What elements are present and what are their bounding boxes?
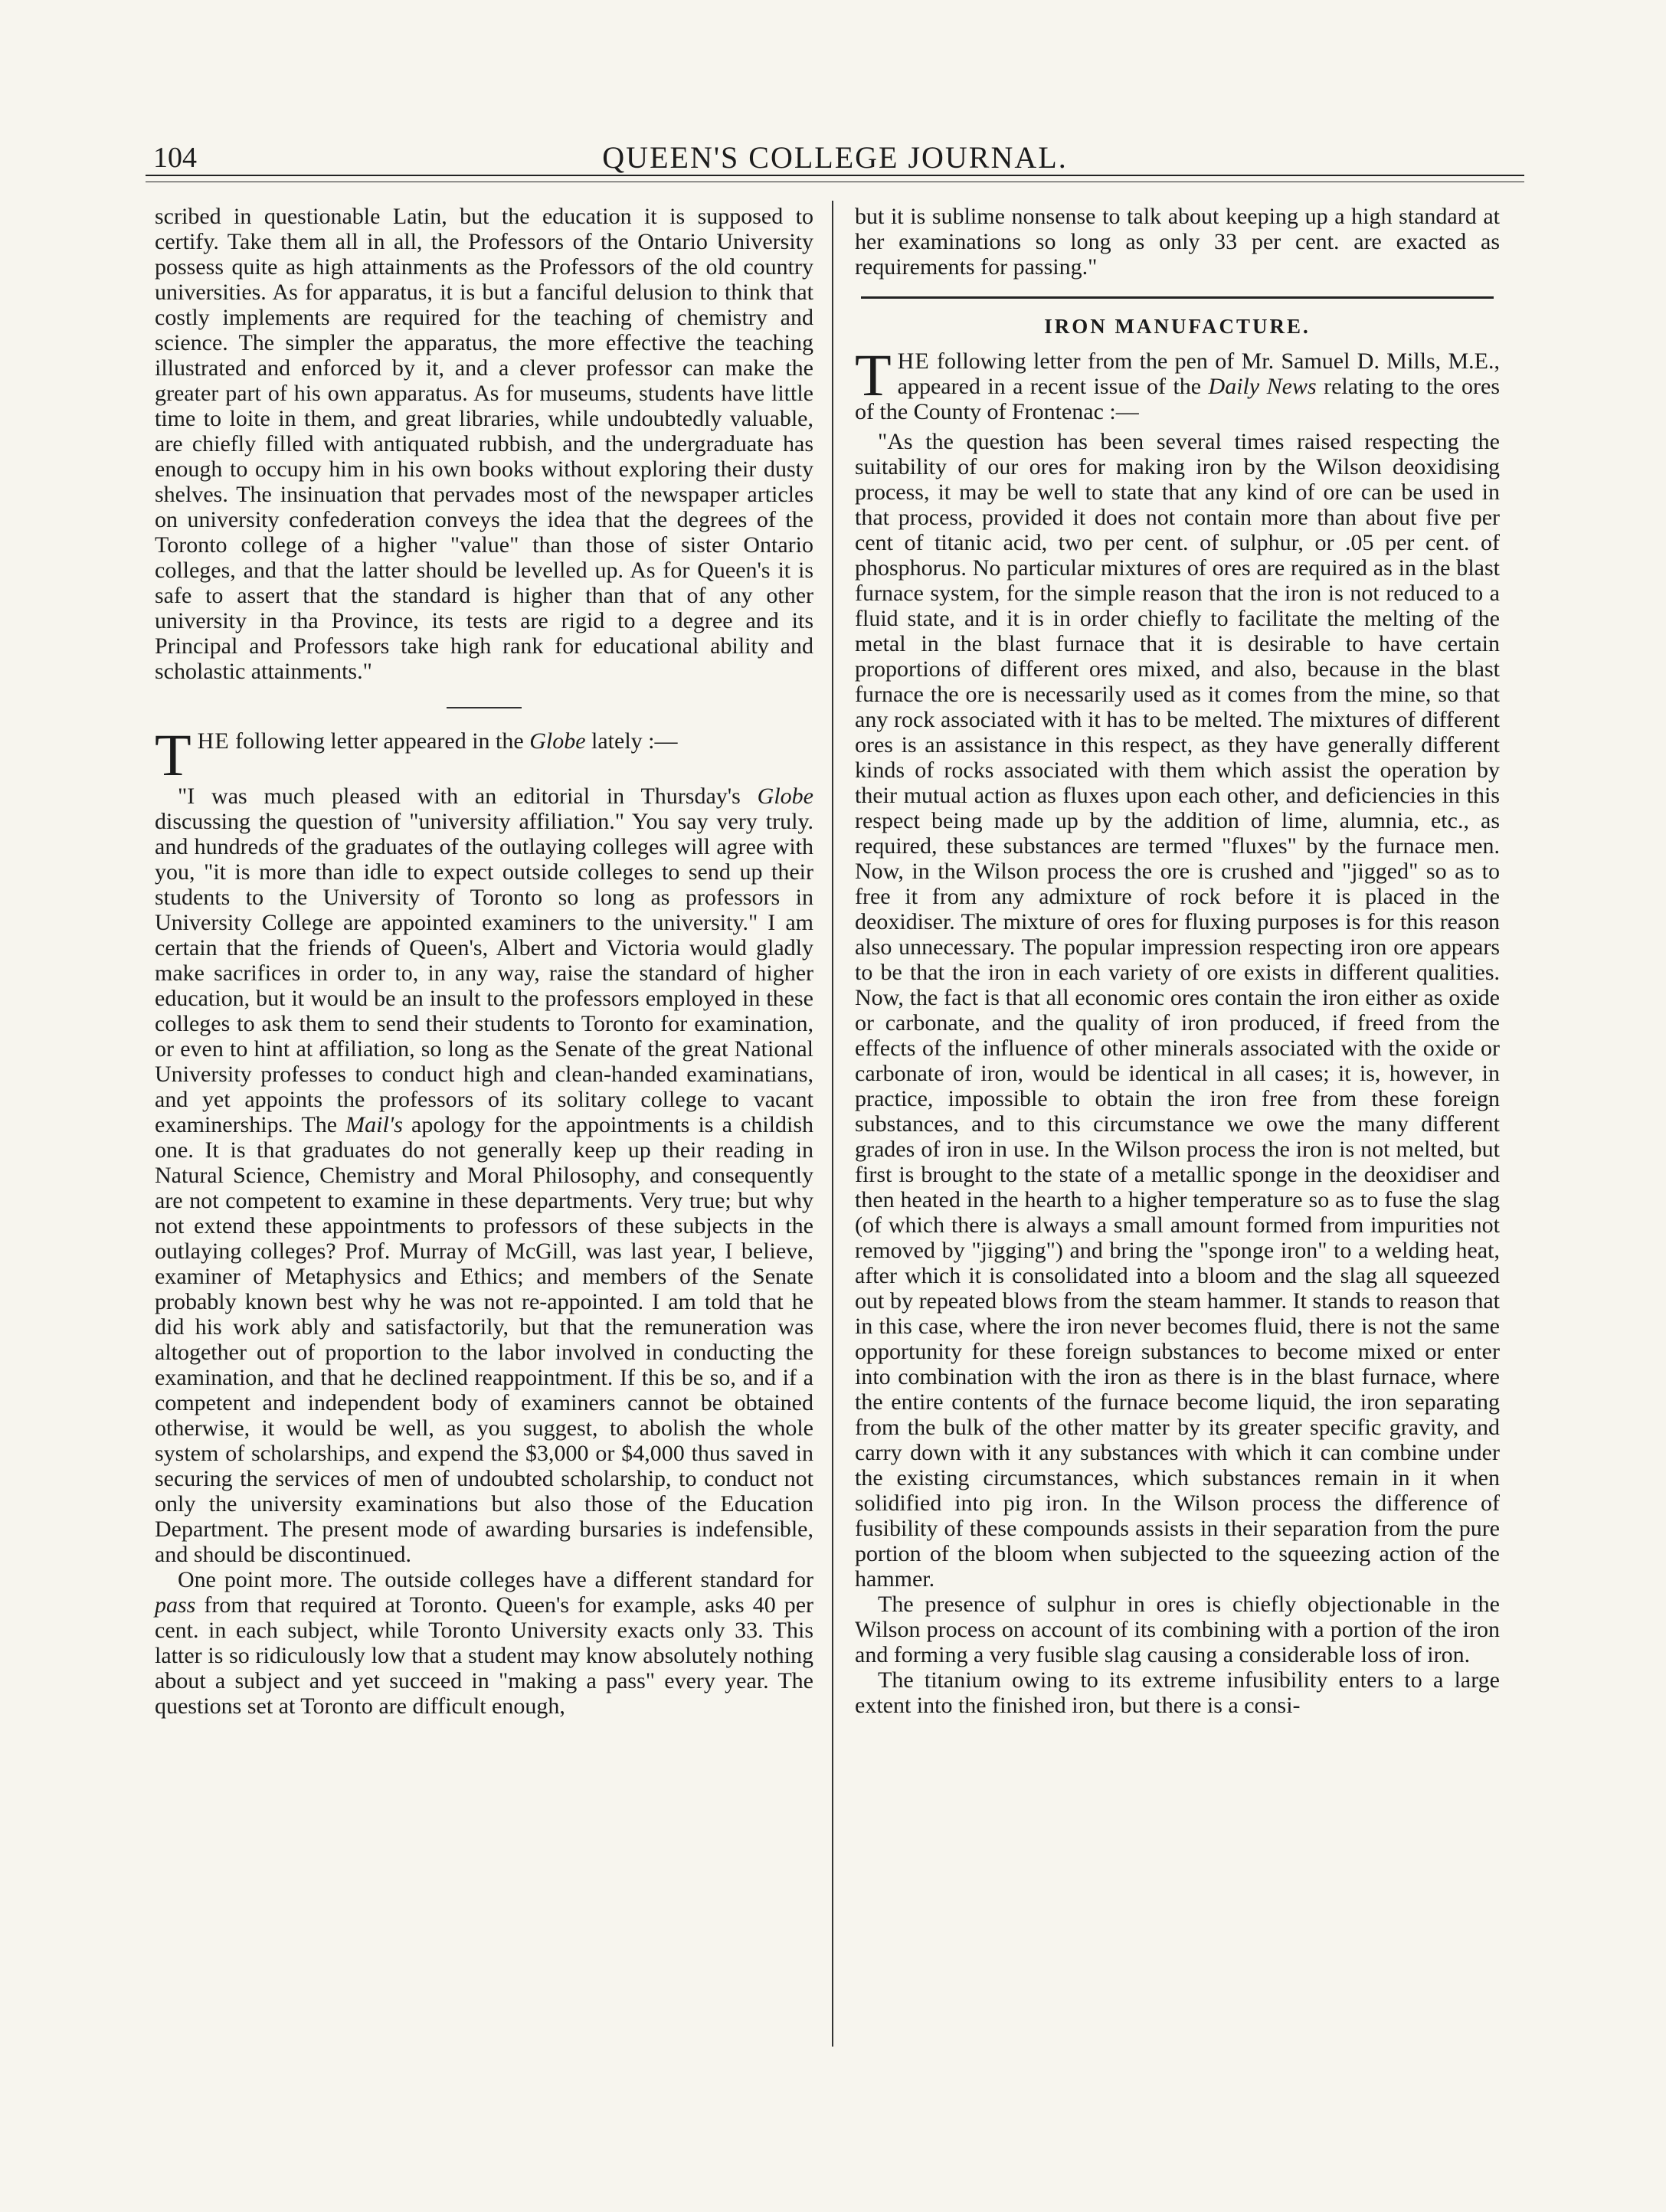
globe-intro-paragraph <box>155 722 813 788</box>
intro-text: following letter from the pen of Mr. Samuel D. Mills, M.E., appeared in a recent issue of the <box>897 348 1500 399</box>
page-header <box>146 135 1524 173</box>
drop-cap: T <box>855 342 892 408</box>
iron-paragraph-3: The titanium owing to its extreme infusibility enters to a large extent into the finished iron, but there is a consi- <box>855 1667 1500 1718</box>
page-number: 104 <box>153 142 197 174</box>
intro-text: following letter appeared in the <box>235 728 524 754</box>
column-divider <box>832 201 833 2047</box>
intro-caps: HE <box>197 728 230 754</box>
letter-text: "I was much pleased with an editorial in Thursday's <box>178 784 741 809</box>
journal-title: QUEEN'S COLLEGE JOURNAL. <box>602 140 1068 175</box>
continued-paragraph: but it is sublime nonsense to talk about keeping up a high standard at her examinations so long as only 33 per cent. are exacted as requirements for passing." <box>855 204 1500 280</box>
iron-paragraph-1: "As the question has been several times raised respecting the suitability of our ores for making iron by the Wilson deoxidising process, it may be well to state that any kind of ore can be used in that process, provided it does not contain more than about five per cent of titanic acid, two per cent. of sulphur, or .05 per cent. of phosphorus. No particular mixtures of ores are required as in the blast furnace system, for the simple reason that the iron is not reduced to a fluid state, and it is in order chiefly to facilitate the melting of the metal in the blast furnace that it is desirable to have certain proportions of different ores mixed, and also, because in the blast furnace the ore is necessarily used as it comes from the mine, so that any rock associated with it has to be melted. The mixtures of different ores is an assistance in this respect, as they have generally different kinds of rocks associated with them which assist the operation by their mutual action as fluxes upon each other, and deficiencies in this respect being made up by the addition of lime, alumnia, etc., as required, these substances are termed "fluxes" by the furnace men. Now, in the Wilson process the ore is crushed and "jigged" so as to free it from any admixture of rock before it is placed in the deoxidiser. The mixture of ores for fluxing purposes is for this reason also unnecessary. The popular impression respecting iron ore appears to be that the iron in each variety of ore exists in different qualities. Now, the fact is that all economic ores contain the iron either as oxide or carbonate, and the quality of iron produced, if freed from the effects of the influence of other minerals associated with the oxide or carbonate of iron, would be identical in all cases; it is, however, in practice, impossible to obtain the iron free from these foreign substances, and to this circumstance we owe the many different grades of iron in use. In the Wilson process the iron is not melted, but first is brought to the state of a metallic sponge in the deoxidiser and then heated in the hearth to a higher temperature so as to fuse the slag (of which there is always a small amount formed from impurities not removed by "jigging") and bring the "sponge iron" to a welding heat, after which it is consolidated into a bloom and the slag all squeezed out by repeated blows from the steam hammer. It stands to reason that in this case, where the iron never becomes fluid, there is not the same opportunity for these foreign substances to become mixed or enter into combination with the iron as there is in the blast furnace, where the entire contents of the furnace become liquid, the iron separating from the bulk of the other matter by its greater specific gravity, and carry down with it any substances with which it can combine under the existing circumstances, which substances remain in it when solidified into pig iron. In the Wilson process the difference of fusibility of these compounds assists in their separation from the pure portion of the bloom when subjected to the squeezing action of the hammer. <box>855 429 1500 1592</box>
pass-emphasis: pass <box>155 1592 196 1618</box>
intro-text-end: relating to the ores of the County of Frontenac :— <box>855 374 1500 424</box>
iron-paragraph-2: The presence of sulphur in ores is chiefly objectionable in the Wilson process on account of its combining with a portion of the iron and forming a very fusible slag causing a considerable loss of iron. <box>855 1592 1500 1667</box>
section-heading: IRON MANUFACTURE. <box>1044 315 1311 338</box>
iron-intro-paragraph <box>855 342 1500 424</box>
globe-letter-paragraph <box>155 784 813 1567</box>
letter-text: One point more. The outside colleges have a different standard for <box>178 1567 813 1592</box>
globe-title: Globe <box>529 728 586 754</box>
mail-title: Mail's <box>345 1112 403 1137</box>
left-column <box>155 204 813 1719</box>
daily-news-title: Daily News <box>1208 374 1317 399</box>
globe-title: Globe <box>757 784 813 809</box>
globe-letter-paragraph-2 <box>155 1567 813 1719</box>
intro-caps: HE <box>897 348 930 374</box>
header-rule-top <box>146 175 1524 176</box>
continued-paragraph: scribed in questionable Latin, but the education it is supposed to certify. Take them all in all, the Professors of the Ontario University possess quite as high attainments as the Professors of the old country universities. As for apparatus, it is but a fanciful delusion to think that costly implements are required for the teaching of chemistry and science. The simpler the apparatus, the more effective the teaching illustrated and enforced by it, and a clever professor can make the greater part of his own apparatus. As for museums, students have little time to loite in them, and great libraries, while undoubtedly valuable, are chiefly filled with antiquated rubbish, and the undergraduate has enough to occupy him in his own books without exploring their dusty shelves. The insinuation that pervades most of the newspaper articles on university confederation conveys the idea that the degrees of the Toronto college of a higher "value" than those of sister Ontario colleges, and that the latter should be levelled up. As for Queen's it is safe to assert that the standard is higher than that of any other university in tha Province, its tests are rigid to a degree and its Principal and Professors take high rank for educational ability and scholastic attainments." <box>155 204 813 684</box>
drop-cap: T <box>155 722 191 788</box>
letter-text: apology for the appointments is a childish one. It is that graduates do not generally keep up their reading in Natural Science, Chemistry and Moral Philosophy, and consequently are not competent to examine in these departments. Very true; but why not extend these appointments to professors of these subjects in the outlaying colleges? Prof. Murray of McGill, was last year, I believe, examiner of Metaphysics and Ethics; and members of the Senate probably known best why he was not re-appointed. I am told that he did his work ably and satisfactorily, but that the remuneration was altogether out of proportion to the labor involved in conducting the examination, and that he declined reappointment. If this be so, and if a competent and independent body of examiners cannot be obtained otherwise, it would be well, as you suggest, to abolish the whole system of scholarships, and expend the $3,000 or $4,000 thus saved in securing the services of men of undoubted scholarship, to conduct not only the university examinations but also those of the Education Department. The present mode of awarding bursaries is indefensible, and should be discontinued. <box>155 1112 814 1567</box>
right-column <box>855 204 1500 1718</box>
intro-text-end: lately :— <box>591 728 678 754</box>
letter-text: from that required at Toronto. Queen's for example, asks 40 per cent. in each subject, while Toronto University exacts only 33. This latter is so ridiculously low that a student may know absolutely nothing about a subject and yet succeed in "making a pass" every year. The questions set at Toronto are difficult enough, <box>155 1592 813 1719</box>
letter-text: discussing the question of "university affiliation." You say very truly. and hundreds of the graduates of the outlaying colleges will agree with you, "it is more than idle to expect outside colleges to send up their students to the University of Toronto so long as professors in University College are appointed examiners to the university." I am certain that the friends of Queen's, Albert and Victoria would gladly make sacrifices in order to, in any way, raise the standard of higher education, but it would be an insult to the professors employed in these colleges to ask them to send their students to Toronto for examination, or even to hint at affiliation, so long as the Senate of the great National University professes to conduct high and clean-handed examinatians, and yet appoints the professors of its solitary college to vacant examinerships. The <box>155 809 813 1137</box>
